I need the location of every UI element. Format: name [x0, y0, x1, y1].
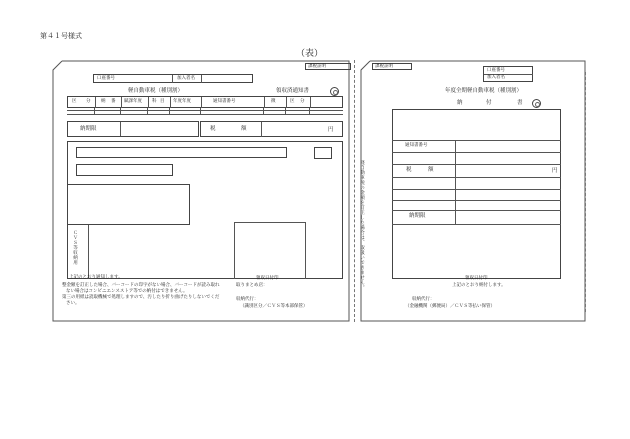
header-cell: 賦課年度	[124, 99, 142, 104]
header-cell: 納	[101, 99, 106, 104]
form-number: 第４１号様式	[40, 32, 82, 40]
left-name-field	[76, 164, 173, 176]
middle-note: 軽自動車税の金額を訂正した場合は、取扱いできません。	[359, 160, 365, 290]
left-note-line: ない場合はコンビニエンスストア等での納付はできません。	[66, 289, 188, 294]
header-cell: 分	[86, 99, 91, 104]
left-collector-name: （識別区分／ＣＶＳ等本部保管）	[240, 304, 308, 309]
left-received-stamp-label: 領収日付印	[256, 276, 279, 281]
header-cell: 分	[300, 99, 305, 104]
right-receipt-title-c: 書	[517, 100, 523, 106]
left-due-date-box	[67, 121, 199, 137]
right-collector-label: 収納代行：	[412, 297, 435, 302]
header-cell: 区	[72, 99, 77, 104]
right-tax-label-2: 額	[428, 167, 434, 173]
left-tiny-tag: 課税証明	[308, 64, 326, 69]
right-received-stamp-label: 領収日付印	[465, 276, 488, 281]
header-cell: 徴	[271, 99, 276, 104]
right-table	[392, 109, 561, 279]
right-notice-no-label: 通知書番号	[405, 143, 428, 148]
left-account-row	[93, 74, 253, 83]
right-tiny-tag-box	[372, 63, 412, 70]
left-yen: 円	[328, 127, 334, 133]
right-stamp-icon	[532, 99, 541, 108]
right-collector-name: （金融機関（郵便局）／ＣＶＳ等払い保管）	[405, 304, 495, 309]
perforation-line	[354, 60, 355, 322]
header-cell: 目	[160, 99, 165, 104]
left-note-line: さい。	[66, 301, 80, 306]
left-due-date-label: 納期限	[80, 126, 97, 132]
left-payer-label: 加入者名	[177, 76, 195, 81]
left-address-field	[76, 147, 287, 158]
left-receipt-title: 領収済通知書	[276, 88, 310, 94]
left-tax-label: 税	[210, 126, 216, 132]
header-cell: 年度年度	[173, 99, 191, 104]
left-small-field	[314, 147, 332, 159]
header-cell: 科	[152, 99, 157, 104]
right-tax-label: 税	[406, 167, 412, 173]
right-receipt-title-b: 付	[486, 100, 492, 106]
left-header-row	[67, 96, 343, 108]
left-barcode-area	[67, 184, 190, 225]
right-yen: 円	[552, 168, 558, 174]
right-payer-label: 加入者名	[487, 75, 505, 80]
side-label: （表）	[296, 49, 324, 59]
right-tiny-tag: 課税証明	[375, 64, 393, 69]
left-stamp-icon	[330, 87, 339, 96]
left-title: 軽自動車税（種別割）	[128, 88, 184, 94]
left-note-line: 第三の用紙は読取機械で処理しますので、汚したり折り曲げたりしないでくだ	[62, 295, 220, 300]
right-account-box	[483, 66, 533, 82]
left-tiny-tag-box	[305, 63, 351, 70]
left-cvs-label: ＣＶＳ等収納用	[72, 230, 78, 265]
left-account-label: 口座番号	[97, 76, 115, 81]
left-tax-box	[200, 121, 343, 137]
left-received-from-label: 取りまとめ店：	[236, 283, 268, 288]
header-cell: 番	[111, 99, 116, 104]
right-due-date-label: 納期限	[409, 213, 426, 219]
right-paid-note: 上記のとおり納付します。	[452, 283, 506, 288]
right-title: 年度全期軽自動車税（種別割）	[445, 88, 523, 94]
left-tax-label-2: 額	[241, 126, 247, 132]
right-account-label: 口座番号	[487, 68, 505, 73]
right-receipt-title-a: 納	[457, 100, 463, 106]
header-cell: 区	[290, 99, 295, 104]
left-collector-label: 収納代行：	[236, 297, 259, 302]
left-note-line: 整金額を訂正した場合、バーコードの印字がない場合、バーコードが読み取れ	[62, 283, 220, 288]
header-cell: 通知書番号	[213, 99, 236, 104]
left-paid-note: 上記のとおり通知します。	[69, 275, 123, 280]
